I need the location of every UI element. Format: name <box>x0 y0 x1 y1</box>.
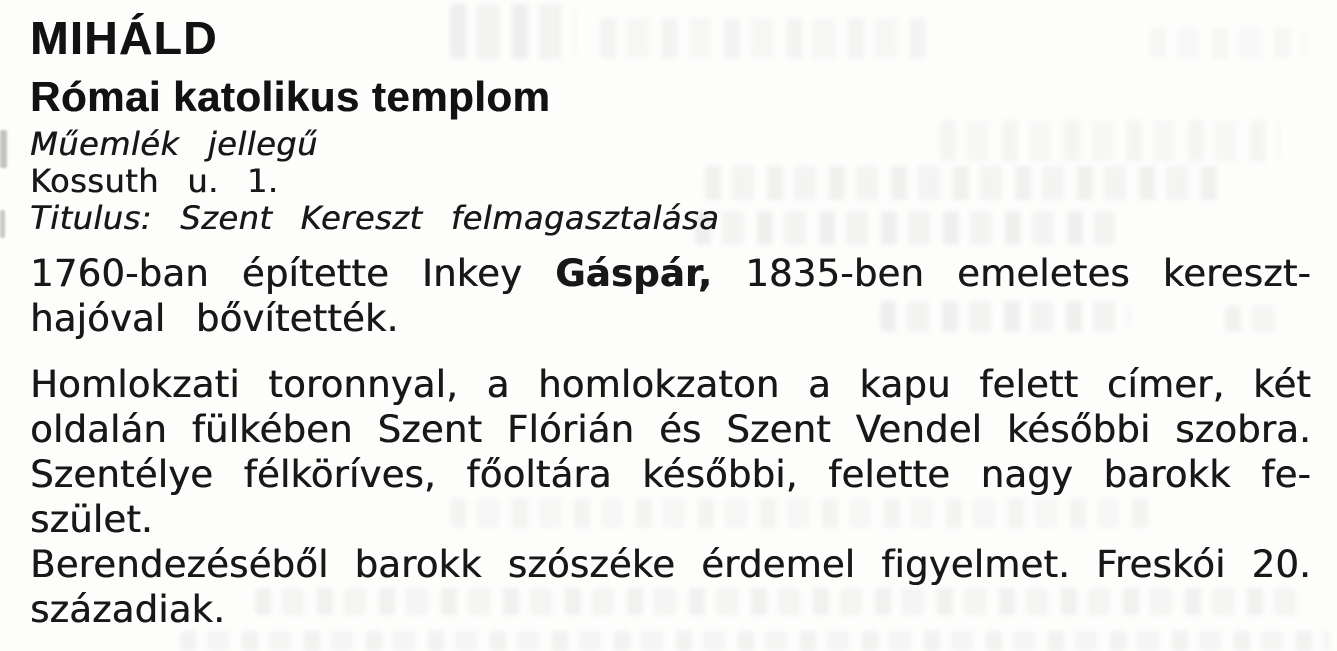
paragraphs <box>30 251 1311 632</box>
text-line <box>30 497 1311 542</box>
text-segment: 1760-ban építette Inkey <box>30 252 523 295</box>
text-segment: szület. <box>30 498 153 541</box>
text-segment: 1835-ben emeletes kereszt- <box>745 252 1311 295</box>
text-segment: Szentélye félköríves, főoltára későbbi, felette nagy barokk fe- <box>30 453 1311 496</box>
text-line <box>30 251 1311 296</box>
text-line <box>30 452 1311 497</box>
page-edge-speck <box>0 130 7 168</box>
text-line <box>30 587 1311 632</box>
text-segment: Homlokzati toronnyal, a homlokzaton a kapu felett címer, két <box>30 363 1311 406</box>
bleed-through-smudge <box>180 631 1330 651</box>
text-segment: Berendezéséből barokk szószéke érdemel figyelmet. Freskói 20. <box>30 543 1311 586</box>
text-segment: oldalán fülkében Szent Flórián és Szent Vendel későbbi szobra. <box>30 408 1311 451</box>
meta-titulus: Titulus: Szent Kereszt felmagasztalása <box>30 199 720 237</box>
monument-meta <box>30 126 1311 237</box>
paragraph <box>30 362 1311 542</box>
place-name-heading: MIHÁLD <box>30 12 218 64</box>
text-segment: hajóval bővítették. <box>30 297 399 340</box>
paragraph <box>30 542 1311 632</box>
text-line <box>30 407 1311 452</box>
monument-title: Római katolikus templom <box>30 73 551 120</box>
text-line <box>30 542 1311 587</box>
meta-address: Kossuth u. 1. <box>30 162 279 200</box>
text-segment: századiak. <box>30 588 226 631</box>
page-edge-speck <box>0 210 5 238</box>
meta-protection-status: Műemlék jellegű <box>30 125 318 163</box>
bold-text-segment: Gáspár, <box>555 252 713 295</box>
text-line <box>30 296 1311 341</box>
text-line <box>30 362 1311 407</box>
paragraph <box>30 251 1311 341</box>
entry-content <box>30 0 1311 632</box>
